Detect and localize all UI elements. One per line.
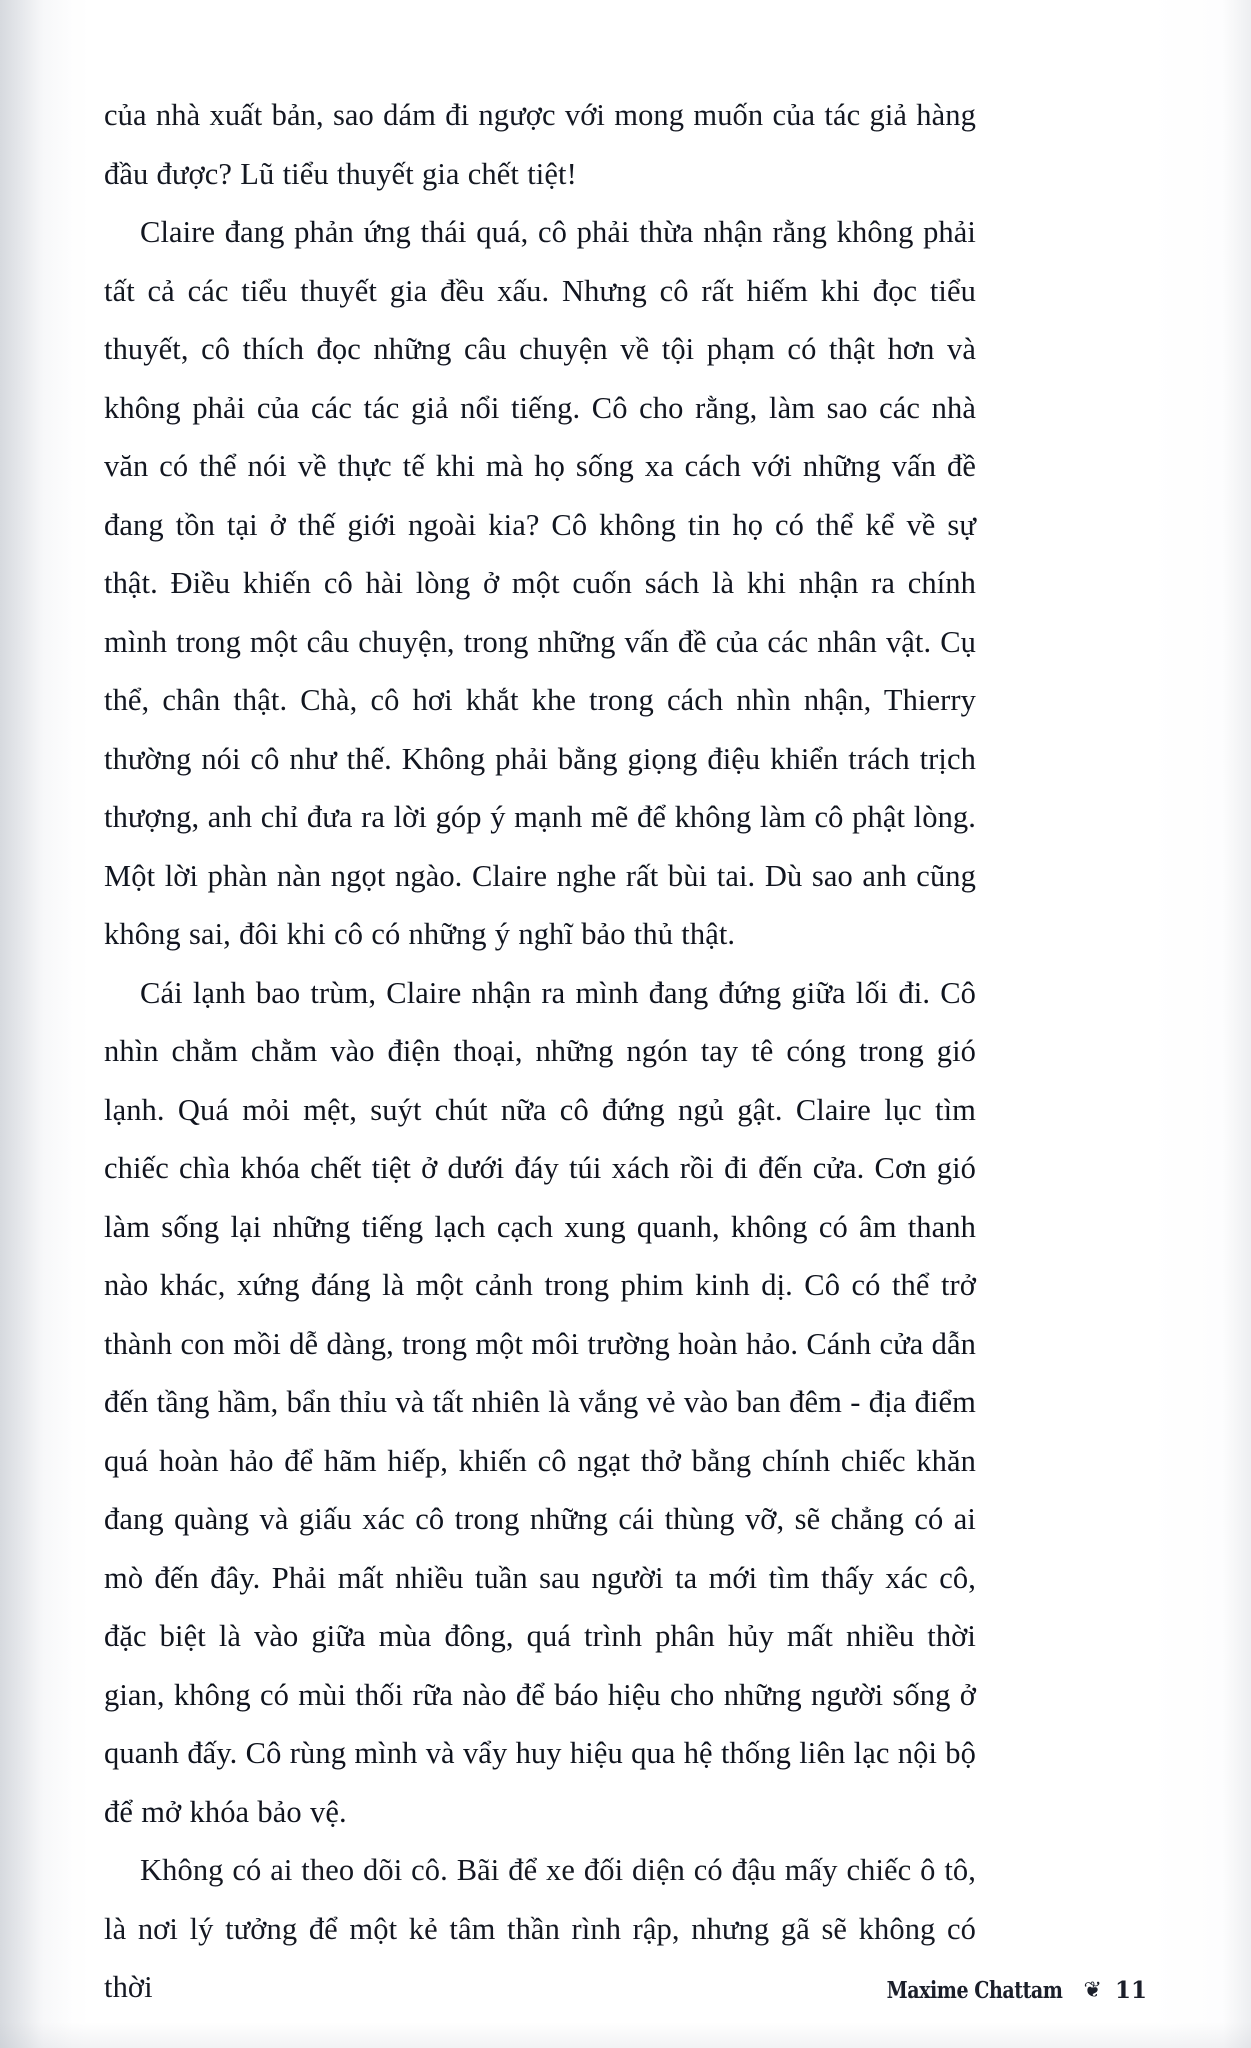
footer-author-name: Maxime Chattam: [887, 1977, 1063, 2004]
page-number: 11: [1114, 1977, 1147, 2004]
right-edge-shadow: [1223, 0, 1251, 2048]
gutter-shadow: [0, 0, 72, 2048]
paragraph: Claire đang phản ứng thái quá, cô phải thừa nhận rằng không phải tất cả các tiểu thuyết gia đều xấu. Nhưng cô rất hiếm khi đọc tiểu thuyết, cô thích đọc những câu chuyện về tội phạm có thật hơn và không phải của các tác giả nổi tiếng. Cô cho rằng, làm sao các nhà văn có thể nói về thực tế khi mà họ sống xa cách với những vấn đề đang tồn tại ở thế giới ngoài kia? Cô không tin họ có thể kể về sự thật. Điều khiến cô hài lòng ở một cuốn sách là khi nhận ra chính mình trong một câu chuyện, trong những vấn đề của các nhân vật. Cụ thể, chân thật. Chà, cô hơi khắt khe trong cách nhìn nhận, Thierry thường nói cô như thế. Không phải bằng giọng điệu khiển trách trịch thượng, anh chỉ đưa ra lời góp ý mạnh mẽ để không làm cô phật lòng. Một lời phàn nàn ngọt ngào. Claire nghe rất bùi tai. Dù sao anh cũng không sai, đôi khi cô có những ý nghĩ bảo thủ thật.: [104, 215, 976, 951]
floral-heart-ornament-icon: ❦: [1083, 1977, 1102, 2002]
paragraph: của nhà xuất bản, sao dám đi ngược với mong muốn của tác giả hàng đầu được? Lũ tiểu thuyết gia chết tiệt!: [104, 98, 976, 191]
paragraph: Cái lạnh bao trùm, Claire nhận ra mình đang đứng giữa lối đi. Cô nhìn chằm chằm vào điện thoại, những ngón tay tê cóng trong gió lạnh. Quá mỏi mệt, suýt chút nữa cô đứng ngủ gật. Claire lục tìm chiếc chìa khóa chết tiệt ở dưới đáy túi xách rồi đi đến cửa. Cơn gió làm sống lại những tiếng lạch cạch xung quanh, không có âm thanh nào khác, xứng đáng là một cảnh trong phim kinh dị. Cô có thể trở thành con mồi dễ dàng, trong một môi trường hoàn hảo. Cánh cửa dẫn đến tầng hầm, bẩn thỉu và tất nhiên là vắng vẻ vào ban đêm - địa điểm quá hoàn hảo để hãm hiếp, khiến cô ngạt thở bằng chính chiếc khăn đang quàng và giấu xác cô trong những cái thùng vỡ, sẽ chẳng có ai mò đến đây. Phải mất nhiều tuần sau người ta mới tìm thấy xác cô, đặc biệt là vào giữa mùa đông, quá trình phân hủy mất nhiều thời gian, không có mùi thối rữa nào để báo hiệu cho những người sống ở quanh đấy. Cô rùng mình và vẩy huy hiệu qua hệ thống liên lạc nội bộ để mở khóa bảo vệ.: [104, 975, 976, 1829]
body-text-block: [104, 86, 976, 2017]
bottom-edge-shadow: [0, 2022, 1251, 2048]
paragraph: Không có ai theo dõi cô. Bãi để xe đối diện có đậu mấy chiếc ô tô, là nơi lý tưởng để một kẻ tâm thần rình rập, nhưng gã sẽ không có thời: [104, 1853, 976, 2004]
page-footer: [879, 1977, 1147, 2004]
